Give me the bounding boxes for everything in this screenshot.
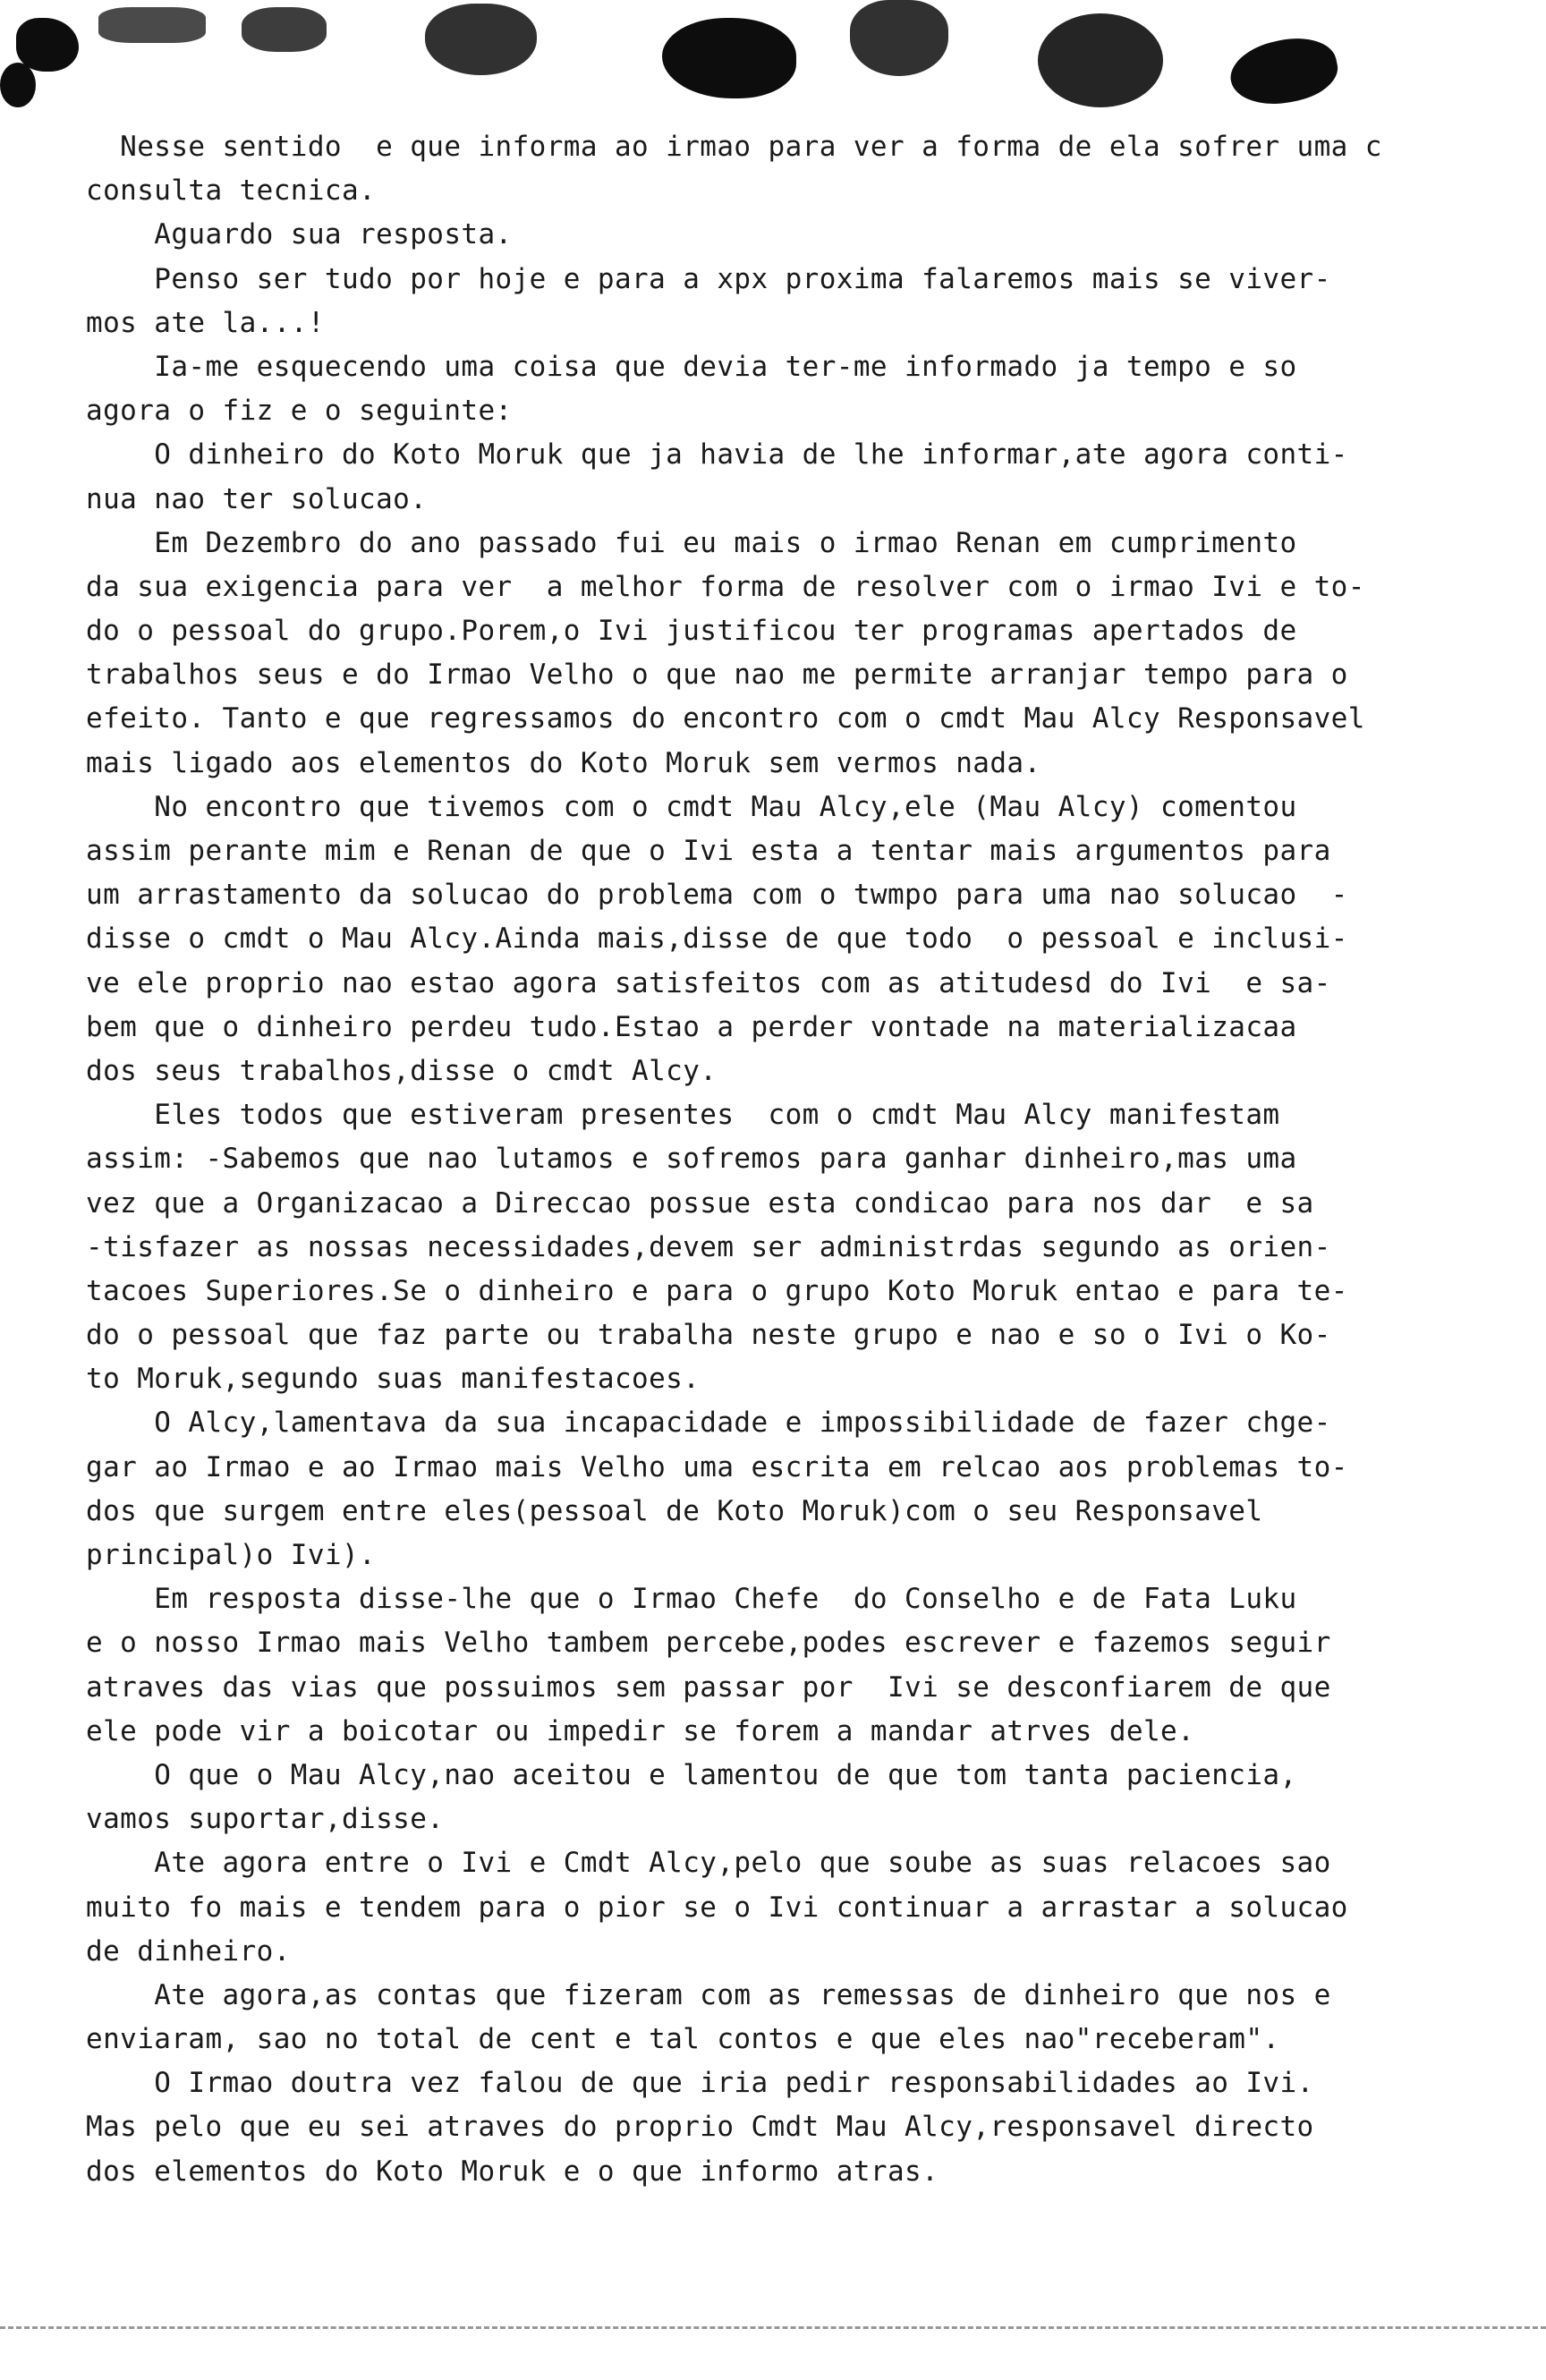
text-line: ve ele proprio nao estao agora satisfeitos com as atitudesd do Ivi e sa-	[86, 966, 1331, 999]
text-line: assim perante mim e Renan de que o Ivi esta a tentar mais argumentos para	[86, 835, 1331, 867]
text-line: trabalhos seus e do Irmao Velho o que nao me permite arranjar tempo para o	[86, 659, 1348, 692]
text-line: bem que o dinheiro perdeu tudo.Estao a perder vontade na materializacaa	[86, 1010, 1297, 1043]
text-line: Mas pelo que eu sei atraves do proprio Cmdt Mau Alcy,responsavel directo	[86, 2111, 1314, 2144]
text-line: disse o cmdt o Mau Alcy.Ainda mais,disse de que todo o pessoal e inclusi-	[86, 922, 1348, 956]
text-line: Em resposta disse-lhe que o Irmao Chefe do Conselho e de Fata Luku	[86, 1583, 1297, 1616]
text-line: atraves das vias que possuimos sem passar por Ivi se desconfiarem de que	[86, 1670, 1331, 1704]
text-line: Ate agora,as contas que fizeram com as remessas de dinheiro que nos e	[86, 1978, 1331, 2011]
redaction-blot	[1225, 30, 1343, 113]
text-line: dos elementos do Koto Moruk e o que informo atras.	[86, 2155, 939, 2188]
text-line: Em Dezembro do ano passado fui eu mais o irmao Renan em cumprimento	[86, 526, 1297, 559]
text-line: dos que surgem entre eles(pessoal de Koto Moruk)com o seu Responsavel	[86, 1494, 1263, 1527]
text-line: O Alcy,lamentava da sua incapacidade e impossibilidade de fazer chge-	[86, 1407, 1331, 1440]
text-line: dos seus trabalhos,disse o cmdt Alcy.	[86, 1054, 718, 1087]
redaction-blot	[98, 7, 206, 43]
text-line: de dinheiro.	[86, 1934, 291, 1968]
redaction-blot	[16, 18, 79, 72]
text-line: nua nao ter solucao.	[86, 482, 428, 515]
text-line: do o pessoal do grupo.Porem,o Ivi justificou ter programas apertados de	[86, 615, 1297, 648]
text-line: principal)o Ivi).	[86, 1539, 377, 1571]
text-line: Aguardo sua resposta.	[86, 218, 513, 251]
text-line: Nesse sentido e que informa ao irmao para ver a forma de ela sofrer uma c	[86, 131, 1382, 163]
text-line: mais ligado aos elementos do Koto Moruk sem vermos nada.	[86, 746, 1041, 779]
text-line: O dinheiro do Koto Moruk que ja havia de lhe informar,ate agora conti-	[86, 438, 1348, 472]
document-body	[86, 125, 1517, 2194]
text-line: vez que a Organizacao a Direccao possue esta condicao para nos dar e sa	[86, 1186, 1314, 1220]
redacted-header	[0, 0, 1546, 116]
text-line: tacoes Superiores.Se o dinheiro e para o grupo Koto Moruk entao e para te-	[86, 1274, 1348, 1307]
text-line: mos ate la...!	[86, 306, 325, 339]
text-line: Eles todos que estiveram presentes com o cmdt Mau Alcy manifestam	[86, 1099, 1280, 1132]
text-line: muito fo mais e tendem para o pior se o Ivi continuar a arrastar a solucao	[86, 1891, 1348, 1924]
text-line: O Irmao doutra vez falou de que iria pedir responsabilidades ao Ivi.	[86, 2067, 1314, 2100]
text-line: gar ao Irmao e ao Irmao mais Velho uma escrita em relcao aos problemas to-	[86, 1450, 1348, 1483]
redaction-blot	[425, 4, 537, 75]
text-line: No encontro que tivemos com o cmdt Mau Alcy,ele (Mau Alcy) comentou	[86, 790, 1297, 823]
text-line: to Moruk,segundo suas manifestacoes.	[86, 1363, 701, 1396]
text-line: ele pode vir a boicotar ou impedir se forem a mandar atrves dele.	[86, 1714, 1195, 1747]
redaction-blot	[662, 18, 796, 98]
text-line: da sua exigencia para ver a melhor forma de resolver com o irmao Ivi e to-	[86, 570, 1365, 603]
text-line: Ia-me esquecendo uma coisa que devia ter-me informado ja tempo e so	[86, 350, 1297, 383]
redaction-blot	[242, 7, 327, 52]
text-line: vamos suportar,disse.	[86, 1803, 445, 1836]
text-line: Penso ser tudo por hoje e para a xpx proxima falaremos mais se viver-	[86, 262, 1331, 295]
text-line: O que o Mau Alcy,nao aceitou e lamentou de que tom tanta paciencia,	[86, 1758, 1297, 1791]
text-line: um arrastamento da solucao do problema com o twmpo para uma nao solucao -	[86, 879, 1348, 912]
redaction-blot	[1038, 13, 1163, 107]
text-line: consulta tecnica.	[86, 174, 377, 208]
text-line: -tisfazer as nossas necessidades,devem ser administrdas segundo as orien-	[86, 1230, 1331, 1263]
text-line: e o nosso Irmao mais Velho tambem percebe,podes escrever e fazemos seguir	[86, 1627, 1331, 1660]
text-line: agora o fiz e o seguinte:	[86, 395, 513, 428]
text-line: enviaram, sao no total de cent e tal contos e que eles nao"receberam".	[86, 2023, 1280, 2056]
text-line: assim: -Sabemos que nao lutamos e sofremos para ganhar dinheiro,mas uma	[86, 1143, 1297, 1176]
text-line: efeito. Tanto e que regressamos do encontro com o cmdt Mau Alcy Responsavel	[86, 702, 1365, 735]
redaction-blot	[850, 0, 948, 76]
text-line: Ate agora entre o Ivi e Cmdt Alcy,pelo que soube as suas relacoes sao	[86, 1847, 1331, 1880]
text-line: do o pessoal que faz parte ou trabalha neste grupo e nao e so o Ivi o Ko-	[86, 1319, 1331, 1352]
redaction-blot	[0, 63, 36, 107]
bottom-edge-line	[0, 2326, 1546, 2332]
